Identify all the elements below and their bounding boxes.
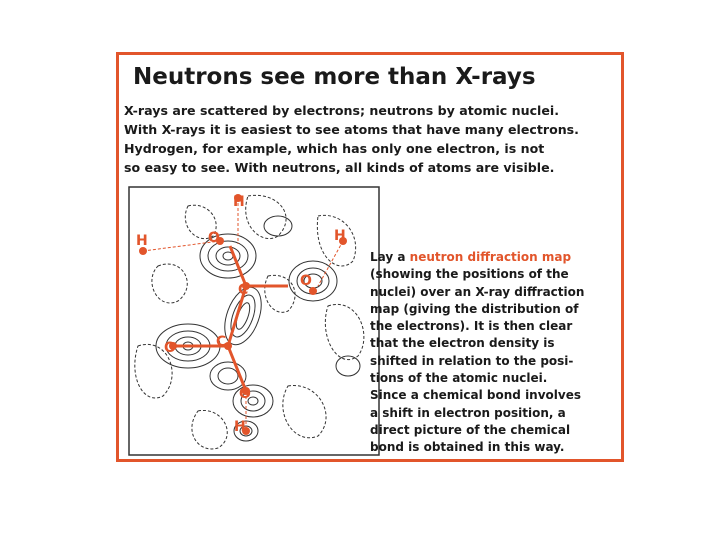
caption-line: (showing the positions of the xyxy=(370,267,569,282)
caption-line: tions of the atomic nuclei. xyxy=(370,371,548,386)
caption-line: Since a chemical bond involves xyxy=(370,388,582,403)
caption-highlight: neutron diffraction map xyxy=(409,250,572,264)
atom-label-o: O xyxy=(239,386,251,402)
caption-paragraph xyxy=(370,249,622,457)
caption-line xyxy=(370,249,622,266)
caption-lead: Lay a xyxy=(370,250,410,264)
atom-label-h: H xyxy=(233,194,245,210)
intro-line: so easy to see. With neutrons, all kinds of atoms are visible. xyxy=(124,160,555,175)
caption-line: direct picture of the chemical xyxy=(370,422,571,437)
atom-label-o: O xyxy=(208,230,220,246)
atom-label-c: C xyxy=(216,334,227,350)
solid-contours xyxy=(156,216,360,441)
atom-label-c: C xyxy=(238,282,249,298)
caption-line: the electrons). It is then clear xyxy=(370,319,573,334)
caption-line: that the electron density is xyxy=(370,336,555,351)
caption-line: map (giving the distribution of xyxy=(370,301,579,316)
caption-line: shifted in relation to the posi- xyxy=(370,353,574,368)
intro-paragraph xyxy=(124,101,620,177)
atom-label-h: H xyxy=(234,419,246,435)
atom-label-o: O xyxy=(300,273,312,289)
caption-line: bond is obtained in this way. xyxy=(370,440,565,455)
intro-line: With X-rays it is easiest to see atoms that have many electrons. xyxy=(124,122,579,137)
diffraction-map xyxy=(128,186,380,456)
caption-line: a shift in electron position, a xyxy=(370,405,566,420)
intro-line: X-rays are scattered by electrons; neutrons by atomic nuclei. xyxy=(124,103,560,118)
intro-line: Hydrogen, for example, which has only one electron, is not xyxy=(124,141,545,156)
atom-label-o: O xyxy=(164,340,176,356)
bond-lines xyxy=(173,246,288,391)
atom-label-h: H xyxy=(136,233,148,249)
page-title: Neutrons see more than X-rays xyxy=(133,64,536,90)
atom-label-h: H xyxy=(334,228,346,244)
caption-line: nuclei) over an X-ray diffraction xyxy=(370,284,585,299)
